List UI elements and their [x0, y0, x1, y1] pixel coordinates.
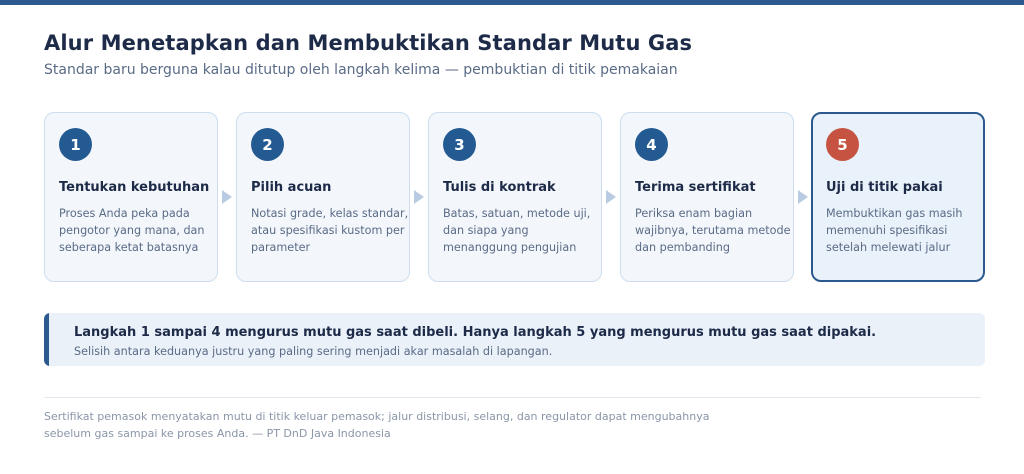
callout-sub-text: Selisih antara keduanya justru yang paling sering menjadi akar masalah di lapangan.	[74, 345, 553, 358]
step-title: Uji di titik pakai	[826, 180, 943, 195]
process-steps	[0, 112, 1024, 282]
step-arrow-icon	[414, 190, 424, 204]
top-accent-bar	[0, 0, 1024, 5]
step-arrow-icon	[222, 190, 232, 204]
step-number-badge: 2	[251, 128, 284, 161]
step-title: Tulis di kontrak	[443, 180, 556, 195]
step-number-badge: 5	[826, 128, 859, 161]
step-description: Notasi grade, kelas standar, atau spesifikasi kustom per parameter	[251, 207, 409, 254]
step-description: Periksa enam bagian wajibnya, terutama metode dan pembanding	[635, 207, 791, 254]
footer-divider	[44, 397, 981, 398]
step-description: Proses Anda peka pada pengotor yang mana, dan seberapa ketat batasnya	[59, 207, 205, 254]
step-title: Terima sertifikat	[635, 180, 756, 195]
callout-accent-bar	[44, 313, 49, 366]
key-insight-callout	[44, 313, 985, 366]
step-number-badge: 1	[59, 128, 92, 161]
step-description: Membuktikan gas masih memenuhi spesifikasi setelah melewati jalur	[826, 207, 963, 254]
step-number-badge: 4	[635, 128, 668, 161]
step-arrow-icon	[798, 190, 808, 204]
step-card-2	[236, 112, 410, 282]
step-title: Tentukan kebutuhan	[59, 180, 210, 195]
callout-main-text: Langkah 1 sampai 4 mengurus mutu gas saat dibeli. Hanya langkah 5 yang mengurus mutu gas saat dipakai.	[74, 325, 877, 340]
step-card-5-highlighted	[811, 112, 985, 282]
footnote: Sertifikat pemasok menyatakan mutu di titik keluar pemasok; jalur distribusi, selang, dan regulator dapat mengubahnya sebelum gas sampai ke proses Anda. — PT DnD Java Indonesia	[44, 410, 710, 440]
step-card-1	[44, 112, 218, 282]
step-card-4	[620, 112, 794, 282]
step-number-badge: 3	[443, 128, 476, 161]
step-title: Pilih acuan	[251, 180, 332, 195]
step-card-3	[428, 112, 602, 282]
page-subtitle: Standar baru berguna kalau ditutup oleh langkah kelima — pembuktian di titik pemakaian	[44, 62, 678, 78]
step-description: Batas, satuan, metode uji, dan siapa yang menanggung pengujian	[443, 207, 591, 254]
page-title: Alur Menetapkan dan Membuktikan Standar Mutu Gas	[44, 31, 693, 55]
step-arrow-icon	[606, 190, 616, 204]
